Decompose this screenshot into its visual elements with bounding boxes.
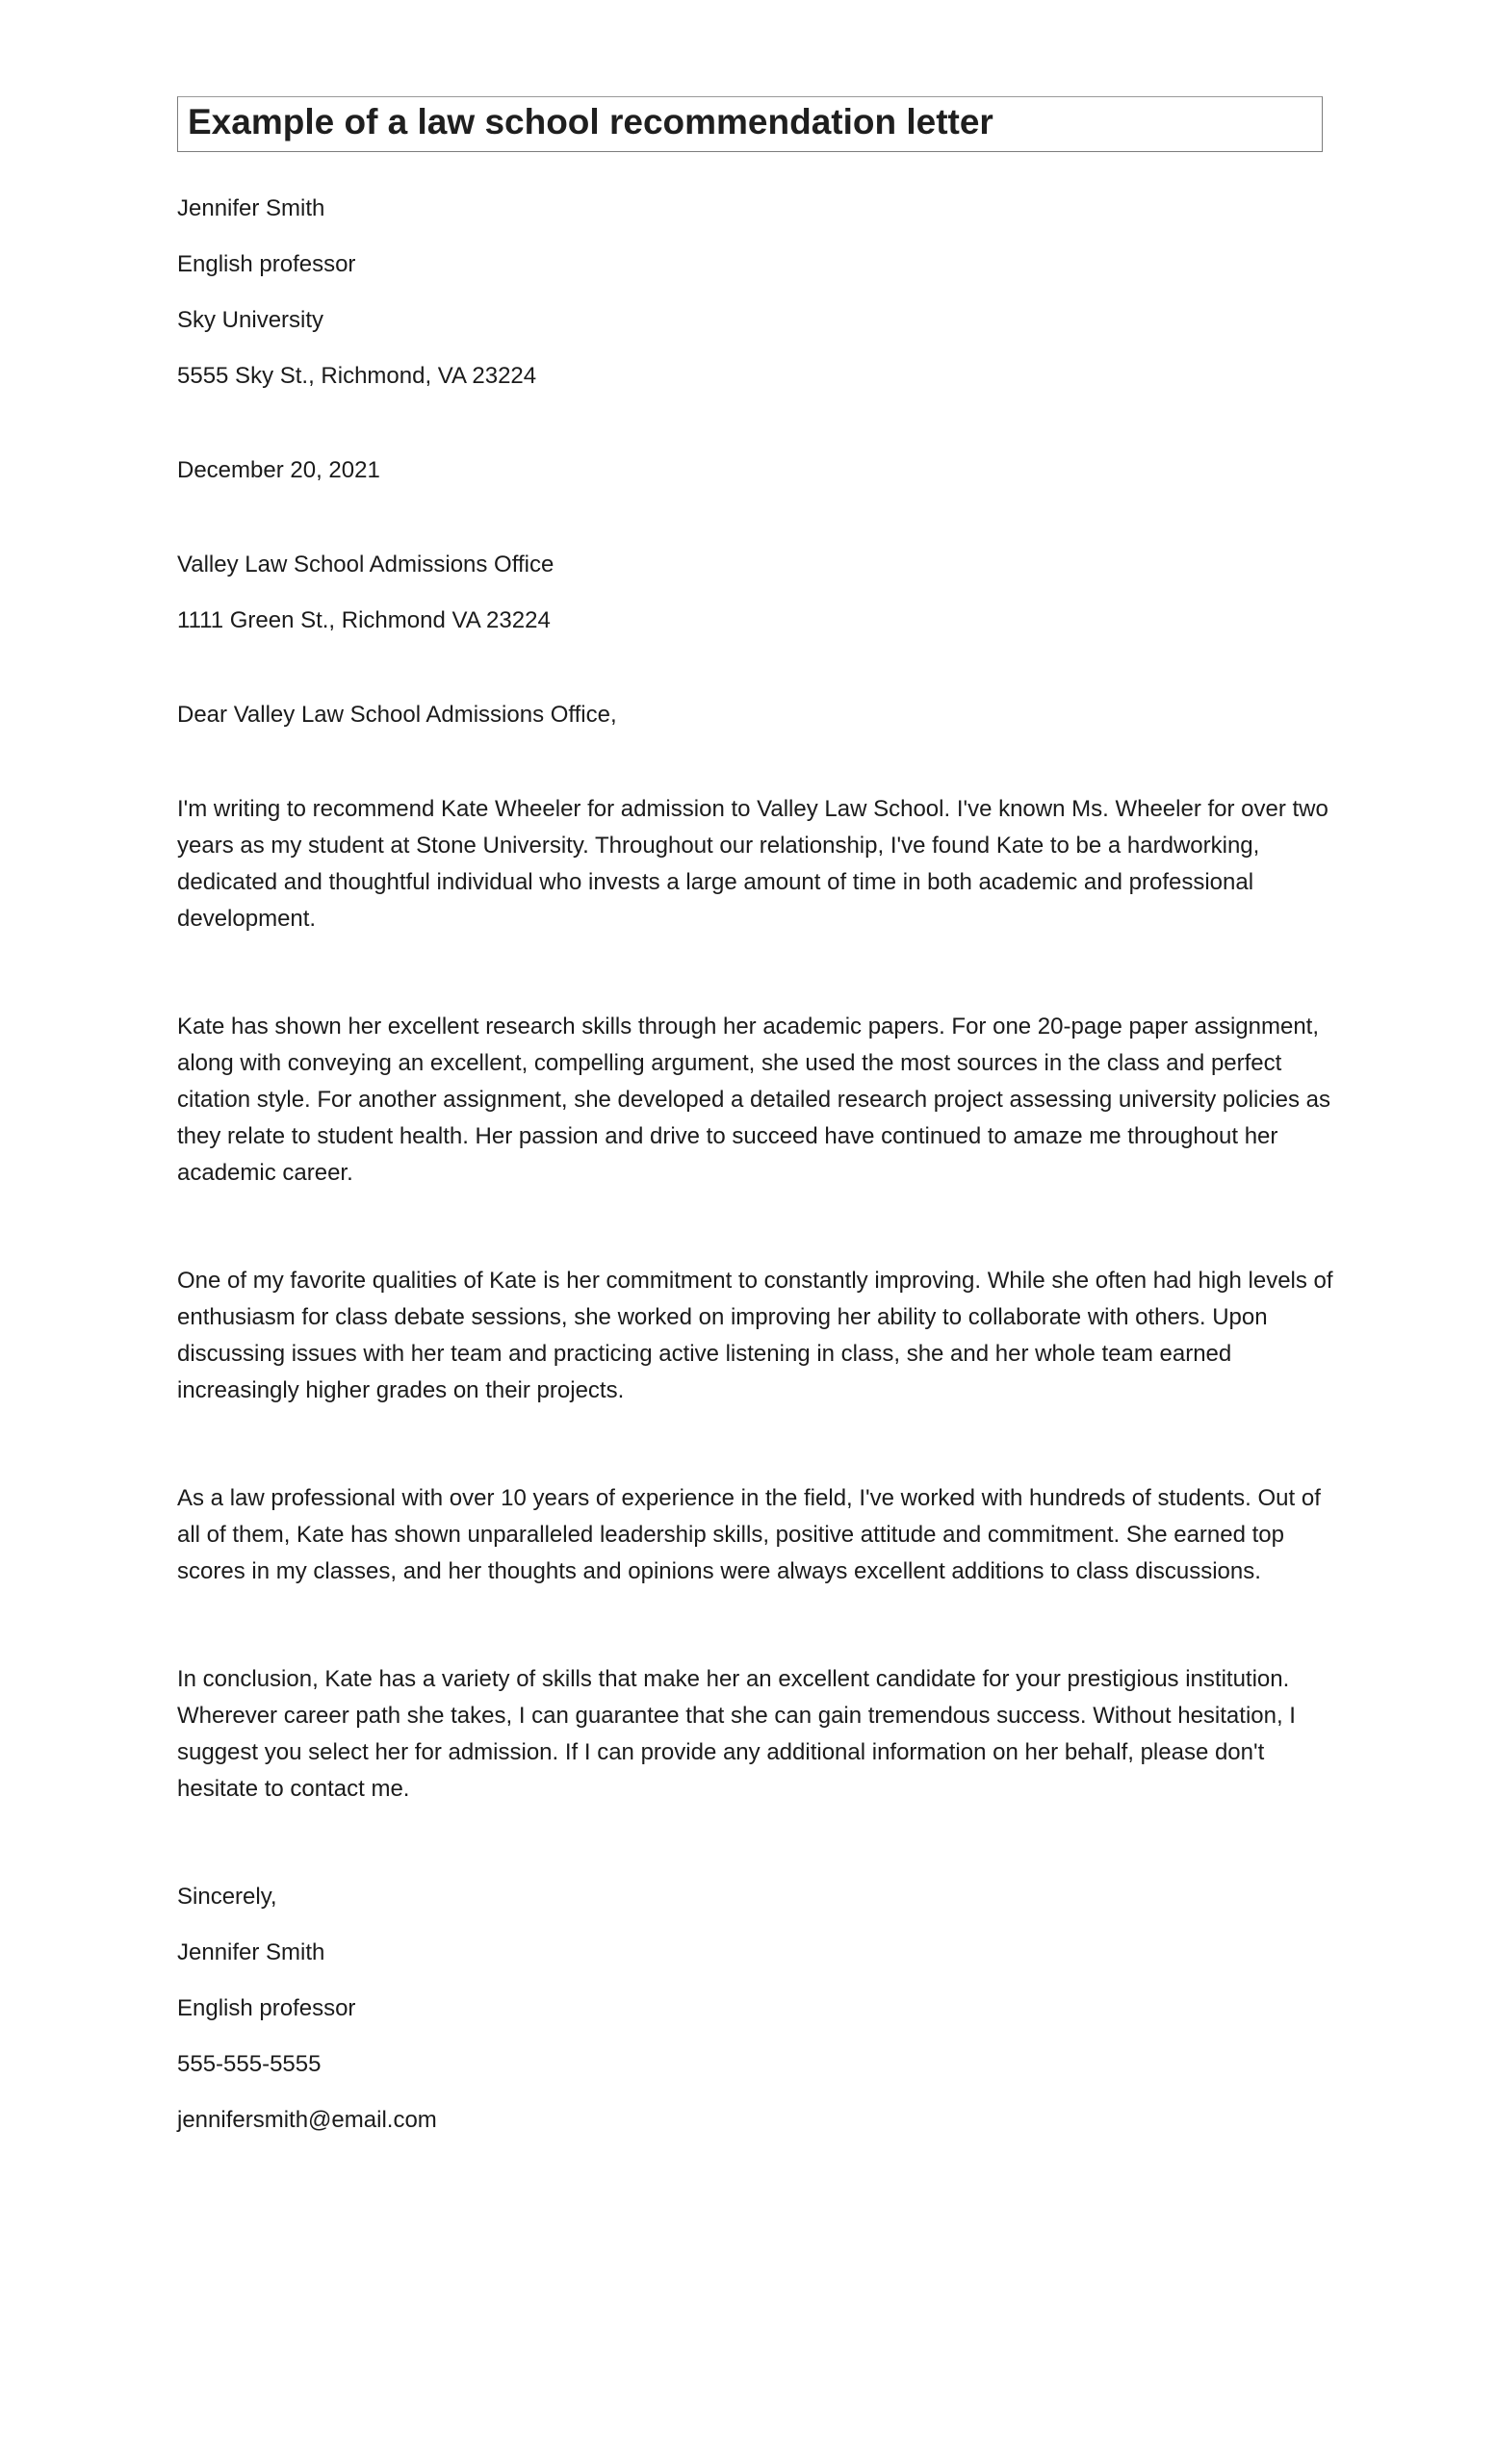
signature-email: jennifersmith@email.com: [177, 2107, 437, 2133]
sender-name: Jennifer Smith: [177, 195, 325, 221]
page-title: Example of a law school recommendation letter: [188, 102, 993, 141]
signature-name: Jennifer Smith: [177, 1939, 325, 1965]
signature-role: English professor: [177, 1995, 356, 2021]
signature-phone: 555-555-5555: [177, 2051, 322, 2077]
paragraph-introduction: I'm writing to recommend Kate Wheeler for admission to Valley Law School. I've known Ms. Wheeler for over two years as my student at Stone University. Throughout our relationship, I've found Kate to be a hardworking, dedicated and thoughtful individual who invests a large amount of time in both academic and professional development.: [177, 796, 1328, 932]
paragraph-research-skills: Kate has shown her excellent research skills through her academic papers. For one 20-page paper assignment, along with conveying an excellent, compelling argument, she used the most sources in the class and perfect citation style. For another assignment, she developed a detailed research project assessing university policies as they relate to student health. Her passion and drive to succeed have continued to amaze me throughout her academic career.: [177, 1014, 1330, 1186]
sender-address: 5555 Sky St., Richmond, VA 23224: [177, 363, 537, 389]
paragraph-improvement: One of my favorite qualities of Kate is her commitment to constantly improving. While she often had high levels of enthusiasm for class debate sessions, she worked on improving her ability to collaborate with others. Upon discussing issues with her team and practicing active listening in class, she and her whole team earned increasingly higher grades on their projects.: [177, 1268, 1333, 1403]
sender-organization: Sky University: [177, 307, 324, 333]
salutation-block: [177, 697, 1348, 733]
letter-title-box: [177, 96, 1323, 152]
recipient-name: Valley Law School Admissions Office: [177, 552, 555, 578]
letter-date: December 20, 2021: [177, 457, 380, 483]
signature-block: [177, 1879, 1348, 2139]
paragraph-conclusion: In conclusion, Kate has a variety of skills that make her an excellent candidate for your prestigious institution. Wherever career path she takes, I can guarantee that she can gain tremendous success. Without hesitation, I suggest you select her for admission. If I can provide any additional information on her behalf, please don't hesitate to contact me.: [177, 1666, 1296, 1802]
paragraph-leadership: As a law professional with over 10 years of experience in the field, I've worked with hundreds of students. Out of all of them, Kate has shown unparalleled leadership skills, positive attitude and commitment. She earned top scores in my classes, and her thoughts and opinions were always excellent additions to class discussions.: [177, 1485, 1321, 1584]
letter-body: [177, 191, 1348, 2139]
salutation: Dear Valley Law School Admissions Office,: [177, 702, 617, 728]
closing: Sincerely,: [177, 1884, 277, 1910]
recipient-address: 1111 Green St., Richmond VA 23224: [177, 607, 551, 633]
recipient-block: [177, 547, 1348, 639]
sender-block: [177, 191, 1348, 395]
date-block: [177, 452, 1348, 489]
sender-role: English professor: [177, 251, 356, 277]
